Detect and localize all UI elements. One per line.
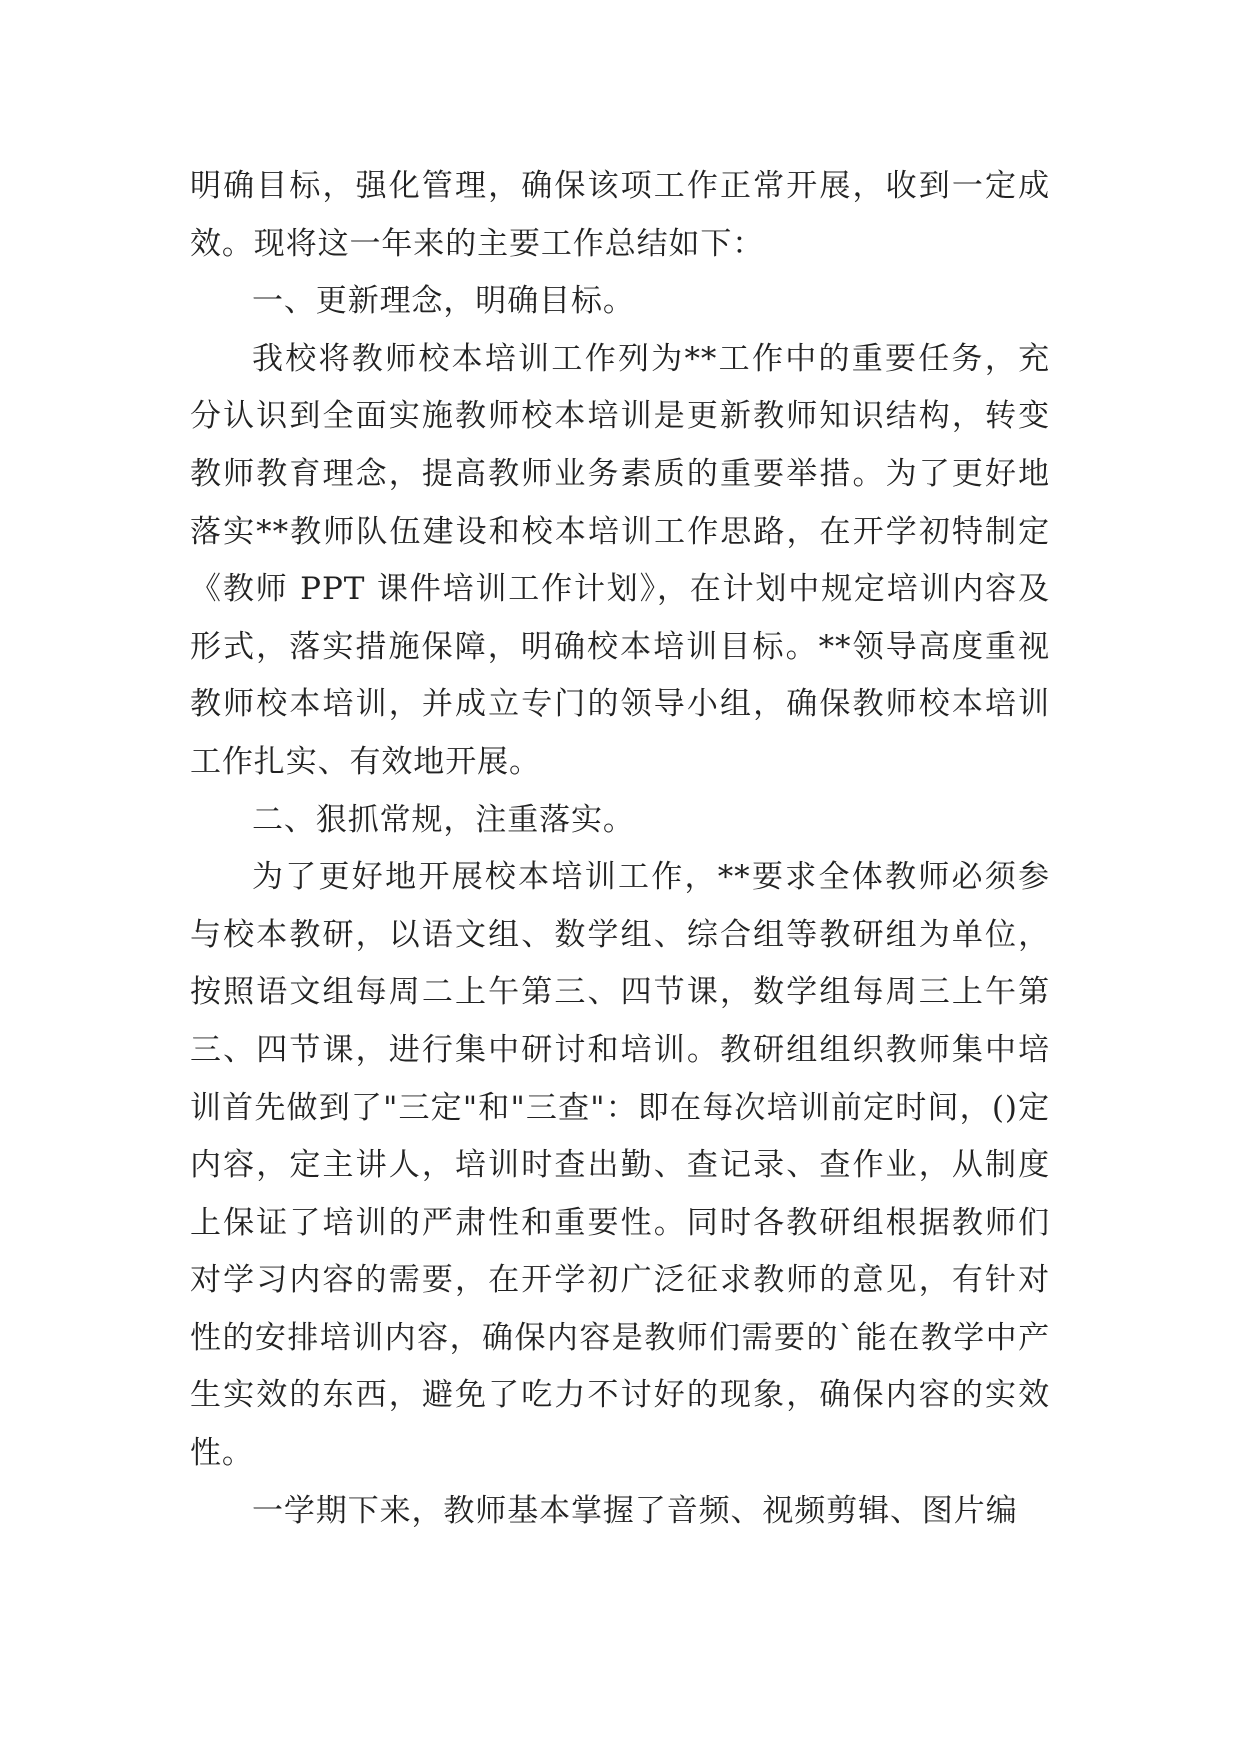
paragraph-intro-continuation: 明确目标，强化管理，确保该项工作正常开展，收到一定成效。现将这一年来的主要工作总结如下： bbox=[190, 168, 1050, 262]
paragraph-section-2: 为了更好地开展校本培训工作，**要求全体教师必须参与校本教研，以语文组、数学组、综合组等教研组为单位，按照语文组每周二上午第三、四节课，数学组每周三上午第三、四节课，进行集中研讨和培训。教研组组织教师集中培训首先做到了"三定"和"三查"：即在每次培训前定时间，()定内容，定主讲人，培训时查出勤、查记录、查作业，从制度上保证了培训的严肃性和重要性。同时各教研组根据教师们对学习内容的需要，在开学初广泛征求教师的意见，有针对性的安排培训内容，确保内容是教师们需要的`能在教学中产生实效的东西，避免了吃力不讨好的现象，确保内容的实效性。 bbox=[190, 859, 1050, 1472]
paragraph-semester-summary: 一学期下来，教师基本掌握了音频、视频剪辑、图片编 bbox=[252, 1492, 1018, 1529]
section-heading-2: 二、狠抓常规，注重落实。 bbox=[252, 801, 635, 838]
paragraph-section-1: 我校将教师校本培训工作列为**工作中的重要任务，充分认识到全面实施教师校本培训是更新教师知识结构，转变教师教育理念，提高教师业务素质的重要举措。为了更好地落实**教师队伍建设和校本培训工作思路，在开学初特制定《教师 PPT 课件培训工作计划》，在计划中规定培训内容及形式，落实措施保障，明确校本培训目标。**领导高度重视教师校本培训，并成立专门的领导小组，确保教师校本培训工作扎实、有效地开展。 bbox=[190, 340, 1050, 780]
section-heading-1: 一、更新理念，明确目标。 bbox=[252, 283, 635, 320]
document-body bbox=[190, 158, 1050, 1540]
